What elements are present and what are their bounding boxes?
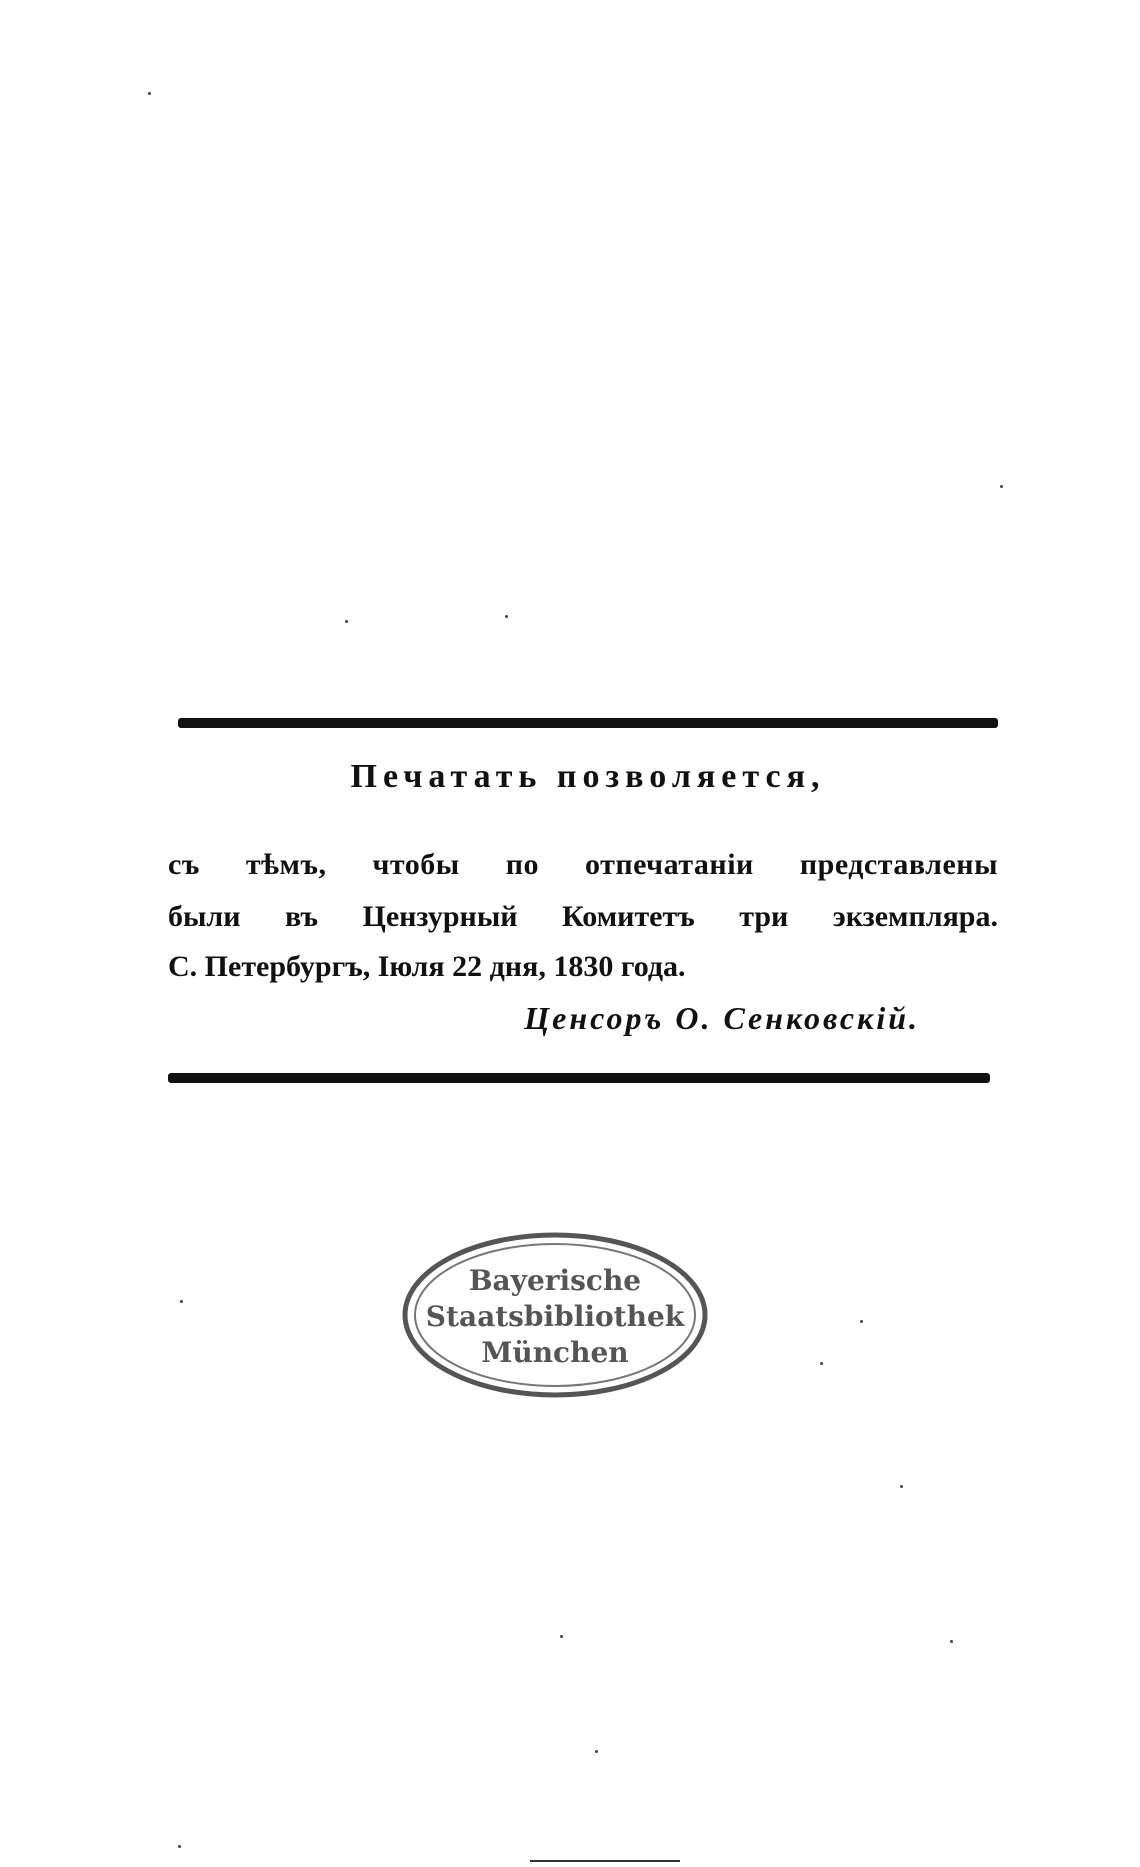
- paper-speck: [820, 1362, 823, 1365]
- stamp-line-3: München: [481, 1336, 629, 1369]
- footer-rule: [530, 1860, 680, 1862]
- paper-speck: [950, 1640, 953, 1643]
- paper-speck: [900, 1485, 903, 1488]
- paper-speck: [178, 1845, 181, 1848]
- paper-speck: [148, 92, 151, 95]
- stamp-line-2: Staatsbibliothek: [425, 1300, 685, 1333]
- censor-signature: Ценсоръ О. Сенковскій.: [524, 1000, 920, 1036]
- top-divider-rule: [178, 718, 998, 728]
- paper-speck: [595, 1750, 598, 1753]
- paper-speck: [860, 1320, 863, 1323]
- paper-speck: [505, 615, 508, 618]
- paper-speck: [345, 620, 348, 623]
- imprimatur-heading: Печатать позволяется,: [350, 758, 826, 795]
- bottom-divider-rule: [168, 1073, 990, 1083]
- paper-speck: [180, 1300, 183, 1303]
- imprimatur-line-3: С. Петербургъ, Іюля 22 дня, 1830 года.: [168, 950, 686, 983]
- stamp-line-1: Bayerische: [468, 1264, 642, 1297]
- imprimatur-line-2: были въ Цензурный Комитетъ три экземпляра.: [168, 900, 998, 933]
- paper-speck: [560, 1635, 563, 1638]
- imprimatur-line-1: съ тѣмъ, чтобы по отпечатаніи представлены: [168, 848, 998, 881]
- library-stamp: [400, 1230, 710, 1400]
- paper-speck: [1000, 485, 1003, 488]
